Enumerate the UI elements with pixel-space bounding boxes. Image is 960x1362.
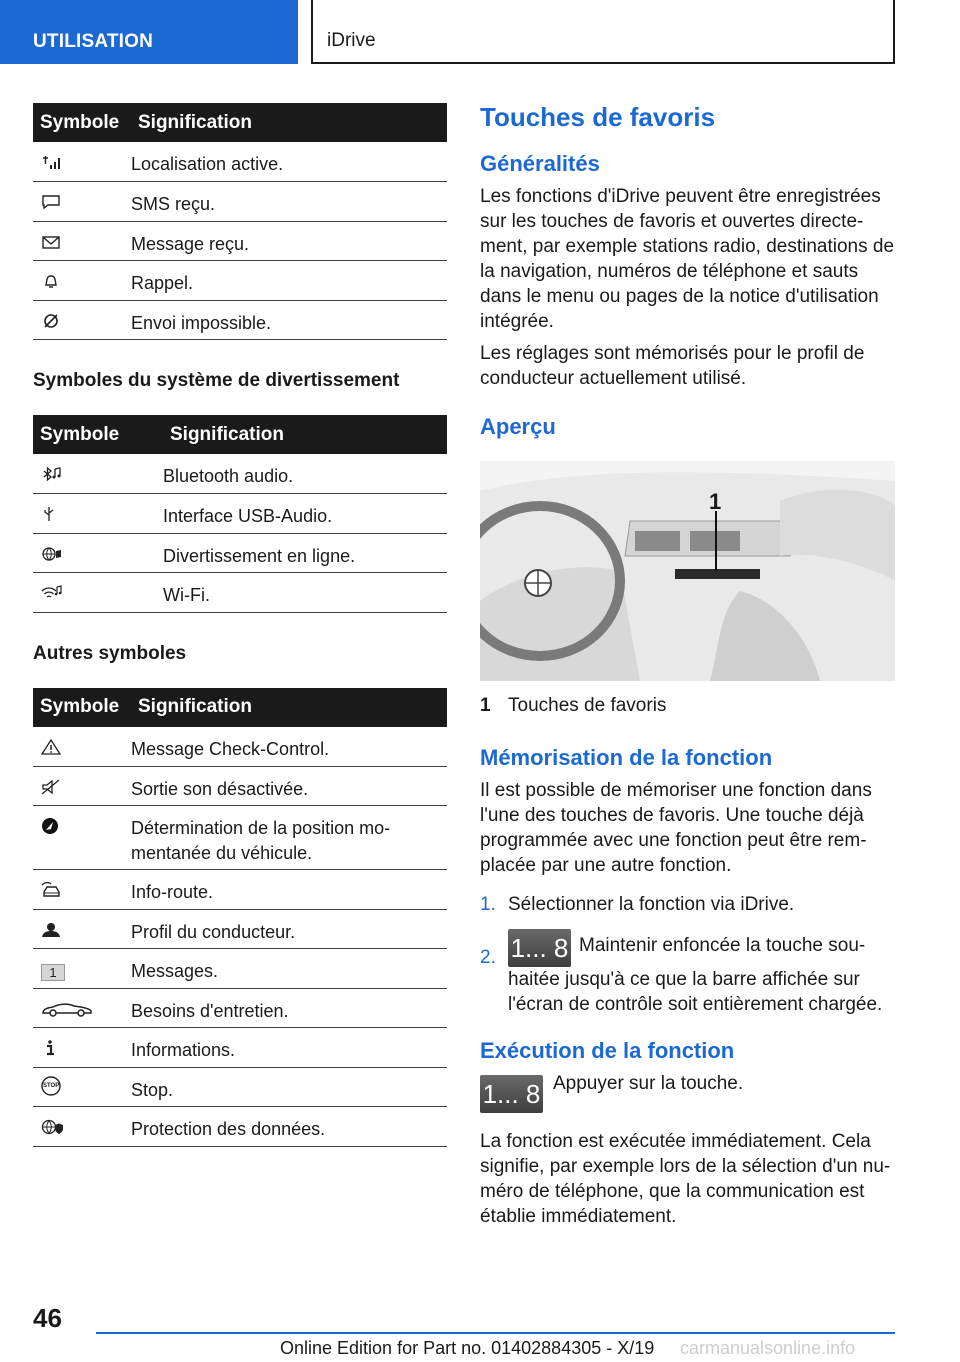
step-text: Sélectionner la fonction via iDrive. <box>508 894 795 915</box>
car-service-icon <box>41 1001 93 1017</box>
step-number: 2. <box>480 947 496 968</box>
table-row <box>33 261 447 301</box>
position-compass-icon <box>41 818 63 834</box>
step-text: Maintenir enfoncée la touche sou-haitée jusqu'à ce que la barre affichée sur l'écran de contrôle soit entièrement chargée. <box>508 935 883 1015</box>
col-symbol-header: Symbole <box>33 415 163 454</box>
footer-rule <box>96 1332 895 1334</box>
table-row <box>33 573 447 613</box>
row-text: Informations. <box>131 1028 447 1068</box>
table-row <box>33 988 447 1028</box>
usb-icon <box>41 506 63 522</box>
page-number: 46 <box>33 1303 62 1333</box>
row-text: Message reçu. <box>131 221 447 261</box>
table-row <box>33 1067 447 1107</box>
table-row <box>33 806 447 870</box>
col-meaning-header: Signification <box>131 103 447 142</box>
exec-heading: Exécution de la fonction <box>480 1038 735 1063</box>
data-protection-icon <box>41 1119 63 1135</box>
info-icon <box>41 1040 63 1056</box>
section-heading: Touches de favoris <box>480 102 716 132</box>
store-paragraph: Il est possible de mémoriser une fonction dans l'une des touches de favoris. Une touche déjà programmée avec une fonction peut être rem-placée par une autre fonction. <box>480 780 872 876</box>
table-row <box>33 221 447 261</box>
row-text: Info-route. <box>131 870 447 910</box>
table-row <box>33 533 447 573</box>
row-text: Interface USB-Audio. <box>163 494 447 534</box>
row-text: Localisation active. <box>131 142 447 182</box>
row-text: Divertissement en ligne. <box>163 533 447 573</box>
row-text: Besoins d'entretien. <box>131 988 447 1028</box>
online-entertainment-icon <box>41 546 63 562</box>
row-text: Sortie son désactivée. <box>131 766 447 806</box>
col-symbol-header: Symbole <box>33 103 131 142</box>
send-failed-icon <box>41 313 63 329</box>
table-header <box>33 415 447 454</box>
table-header <box>33 103 447 142</box>
general-paragraph-2: Les réglages sont mémorisés pour le profil de conducteur actuellement utilisé. <box>480 343 865 389</box>
step-number: 1. <box>480 894 496 915</box>
photo-callout-number: 1 <box>709 489 722 514</box>
wifi-audio-icon <box>41 585 63 601</box>
bluetooth-audio-icon <box>41 466 63 482</box>
left-column <box>33 103 447 1147</box>
row-text: Stop. <box>131 1067 447 1107</box>
col-meaning-header: Signification <box>131 688 447 727</box>
table-row <box>33 870 447 910</box>
favorite-keys-icon: 1... 8 <box>480 1075 543 1113</box>
edition-text: Online Edition for Part no. 01402884305 - X/19 <box>280 1338 655 1358</box>
status-symbols-table <box>33 103 447 340</box>
envelope-icon <box>41 234 63 250</box>
table-row <box>33 494 447 534</box>
row-text: Message Check-Control. <box>131 727 447 767</box>
row-text: Envoi impossible. <box>131 300 447 340</box>
table-row <box>33 1028 447 1068</box>
table-row <box>33 300 447 340</box>
speaker-muted-icon <box>41 779 63 795</box>
row-text: SMS reçu. <box>131 182 447 222</box>
entertainment-symbols-heading: Symboles du système de divertissement <box>33 370 400 391</box>
section-tab <box>0 0 298 64</box>
dashboard-photo <box>480 461 895 681</box>
row-text: Wi-Fi. <box>163 573 447 613</box>
table-row <box>33 142 447 182</box>
table-row <box>33 1107 447 1147</box>
legend-number: 1 <box>480 695 491 716</box>
sms-bubble-icon <box>41 194 63 210</box>
row-text: Messages. <box>131 949 447 989</box>
chapter-tab <box>311 0 895 64</box>
bell-icon <box>41 273 63 289</box>
store-heading: Mémorisation de la fonction <box>480 745 773 770</box>
exec-key-text: Appuyer sur la touche. <box>553 1073 744 1094</box>
row-text: Bluetooth audio. <box>163 454 447 494</box>
row-text: Détermination de la position mo-mentanée du véhicule. <box>131 806 447 870</box>
col-symbol-header: Symbole <box>33 688 131 727</box>
table-row <box>33 949 447 989</box>
entertainment-symbols-table <box>33 415 447 613</box>
step-1 <box>480 892 895 917</box>
row-text: Protection des données. <box>131 1107 447 1147</box>
exec-instruction <box>480 1071 895 1113</box>
favorite-keys-icon: 1... 8 <box>508 929 571 967</box>
table-row <box>33 182 447 222</box>
location-signal-icon <box>41 154 63 170</box>
messages-counter-number: 1 <box>49 965 57 980</box>
right-column <box>480 100 895 1236</box>
general-heading: Généralités <box>480 151 600 176</box>
overview-heading: Aperçu <box>480 414 556 439</box>
step-2 <box>480 929 895 1017</box>
other-symbols-table <box>33 688 447 1147</box>
photo-legend <box>480 693 895 718</box>
table-row <box>33 766 447 806</box>
traffic-info-icon <box>41 882 63 898</box>
stop-sign-icon <box>41 1076 63 1096</box>
messages-counter-icon <box>41 964 65 981</box>
warning-triangle-icon <box>41 739 63 755</box>
other-symbols-heading: Autres symboles <box>33 642 187 664</box>
section-title: UTILISATION <box>33 31 154 52</box>
driver-profile-icon <box>41 922 63 938</box>
col-meaning-header: Signification <box>163 415 447 454</box>
general-paragraph-1: Les fonctions d'iDrive peuvent être enregistrées sur les touches de favoris et ouvertes directe-ment, par exemple stations radio, destinations de la navigation, numéros de téléphone et sauts dans le menu ou pages de la notice d'utilisation intégrée. <box>480 186 895 332</box>
chapter-title: iDrive <box>327 30 376 51</box>
row-text: Rappel. <box>131 261 447 301</box>
table-row <box>33 454 447 494</box>
table-row <box>33 909 447 949</box>
exec-paragraph: La fonction est exécutée immédiatement. Cela signifie, par exemple lors de la sélection d'un nu-méro de téléphone, que la communication est établie immédiatement. <box>480 1131 891 1227</box>
table-header <box>33 688 447 727</box>
table-row <box>33 727 447 767</box>
watermark: carmanualsonline.info <box>680 1338 856 1358</box>
row-text: Profil du conducteur. <box>131 909 447 949</box>
stop-sign-label: STOP <box>43 1082 60 1089</box>
legend-text: Touches de favoris <box>508 695 667 716</box>
